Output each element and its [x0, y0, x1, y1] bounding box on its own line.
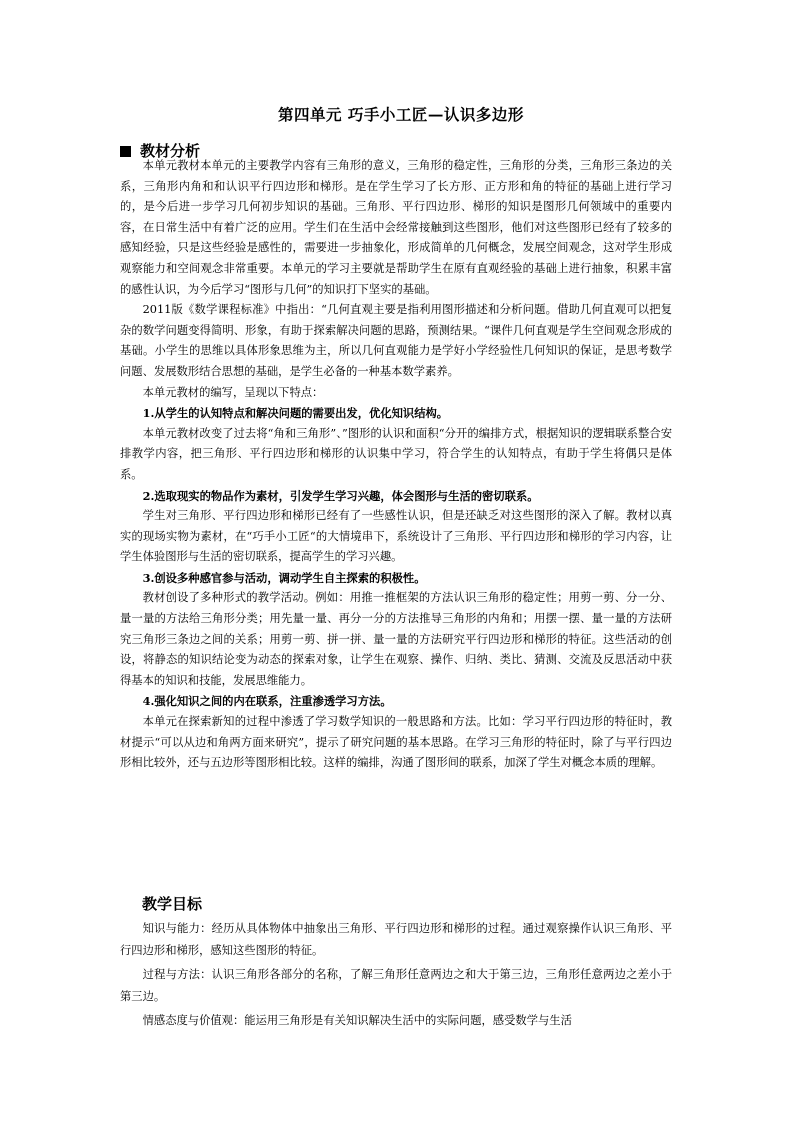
feature-point: 3.创设多种感官参与活动，调动学生自主探索的积极性。: [142, 570, 426, 585]
paragraph: 过程与方法：认识三角形各部分的名称，了解三角形任意两边之和大于第三边，三角形任意两边之差小于第三边。: [120, 968, 672, 1003]
paragraph: 2011版《数学课程标准》中指出：“几何直观主要是指利用图形描述和分析问题。借助几何直观可以把复杂的数学问题变得简明、形象，有助于探索解决问题的思路，预测结果。“课件几何直观是学生空间观念形成的基础。小学生的思维以具体形象思维为主，所以几何直观能力是学好小学经验性几何知识的保证，是思考数学问题、发展数形结合思想的基础，是学生必备的一种基本数学素养。: [120, 303, 672, 378]
paragraph: 本单元教材改变了过去将“角和三角形”、”图形的认识和面积“分开的编排方式，根据知识的逻辑联系整合安排教学内容，把三角形、平行四边形和梯形的认识集中学习，符合学生的认知特点，有助于学生将偶只是体系。: [120, 426, 672, 481]
paragraph: 学生对三角形、平行四边形和梯形已经有了一些感性认识，但是还缺乏对这些图形的深入了解。教材以真实的现场实物为素材，在“巧手小工匠“的大情境串下，系统设计了三角形、平行四边形和梯形的学习内容，让学生体验图形与生活的密切联系，提高学生的学习兴趣。: [120, 509, 672, 564]
paragraph: 情感态度与价值观：能运用三角形是有关知识解决生活中的实际问题，感受数学与生活: [142, 1014, 572, 1027]
feature-point: 4.强化知识之间的内在联系，注重渗透学习方法。: [142, 694, 392, 709]
analysis-body: [120, 156, 672, 774]
section-heading-objectives: 教学目标: [142, 895, 203, 913]
feature-point: 2.选取现实的物品作为素材，引发学生学习兴趣，体会图形与生活的密切联系。: [142, 488, 539, 503]
objectives-body: [120, 918, 672, 1035]
paragraph: 知识与能力：经历从具体物体中抽象出三角形、平行四边形和梯形的过程。通过观察操作认识三角形、平行四边形和梯形，感知这些图形的特征。: [120, 922, 672, 957]
section-heading-text: 教材分析: [140, 142, 201, 160]
feature-point: 1.从学生的认知特点和解决问题的需要出发，优化知识结构。: [142, 406, 449, 421]
paragraph: 教材创设了多种形式的教学活动。例如：用推一推框架的方法认识三角形的稳定性；用剪一剪、分一分、量一量的方法给三角形分类；用先量一量、再分一分的方法推导三角形的内角和；用摆一摆、量一量的方法研究三角形三条边之间的关系；用剪一剪、拼一拼、量一量的方法研究平行四边形和梯形的特征。这些活动的创设，将静态的知识结论变为动态的探索对象，让学生在观察、操作、归纳、类比、猜测、交流及反思活动中获得基本的知识和技能，发展思维能力。: [120, 591, 672, 687]
page-title: 第四单元 巧手小工匠—认识多边形: [278, 105, 524, 124]
paragraph: 本单元在探索新知的过程中渗透了学习数学知识的一般思路和方法。比如：学习平行四边形的特征时，教材提示“可以从边和角两方面来研究”，提示了研究问题的基本思路。在学习三角形的特征时，除了与平行四边形相比较外，还与五边形等图形相比较。这样的编排，沟通了图形间的联系，加深了学生对概念本质的理解。: [120, 715, 672, 770]
paragraph: 本单元教材本单元的主要教学内容有三角形的意义，三角形的稳定性，三角形的分类，三角形三条边的关系，三角形内角和和认识平行四边形和梯形。是在学生学习了长方形、正方形和角的特征的基础上进行学习的，是今后进一步学习几何初步知识的基础。三角形、平行四边形、梯形的知识是图形几何领域中的重要内容，在日常生活中有着广泛的应用。学生们在生活中会经常接触到这些图形，他们对这些图形已经有了较多的感知经验，只是这些经验是感性的，需要进一步抽象化，形成简单的几何概念，发展空间观念，这对学生形成观察能力和空间观念非常重要。本单元的学习主要就是帮助学生在原有直观经验的基础上进行抽象，积累丰富的感性认识，为今后学习“图形与几何”的知识打下坚实的基础。: [120, 159, 672, 296]
paragraph: 本单元教材的编写，呈现以下特点：: [142, 385, 324, 399]
